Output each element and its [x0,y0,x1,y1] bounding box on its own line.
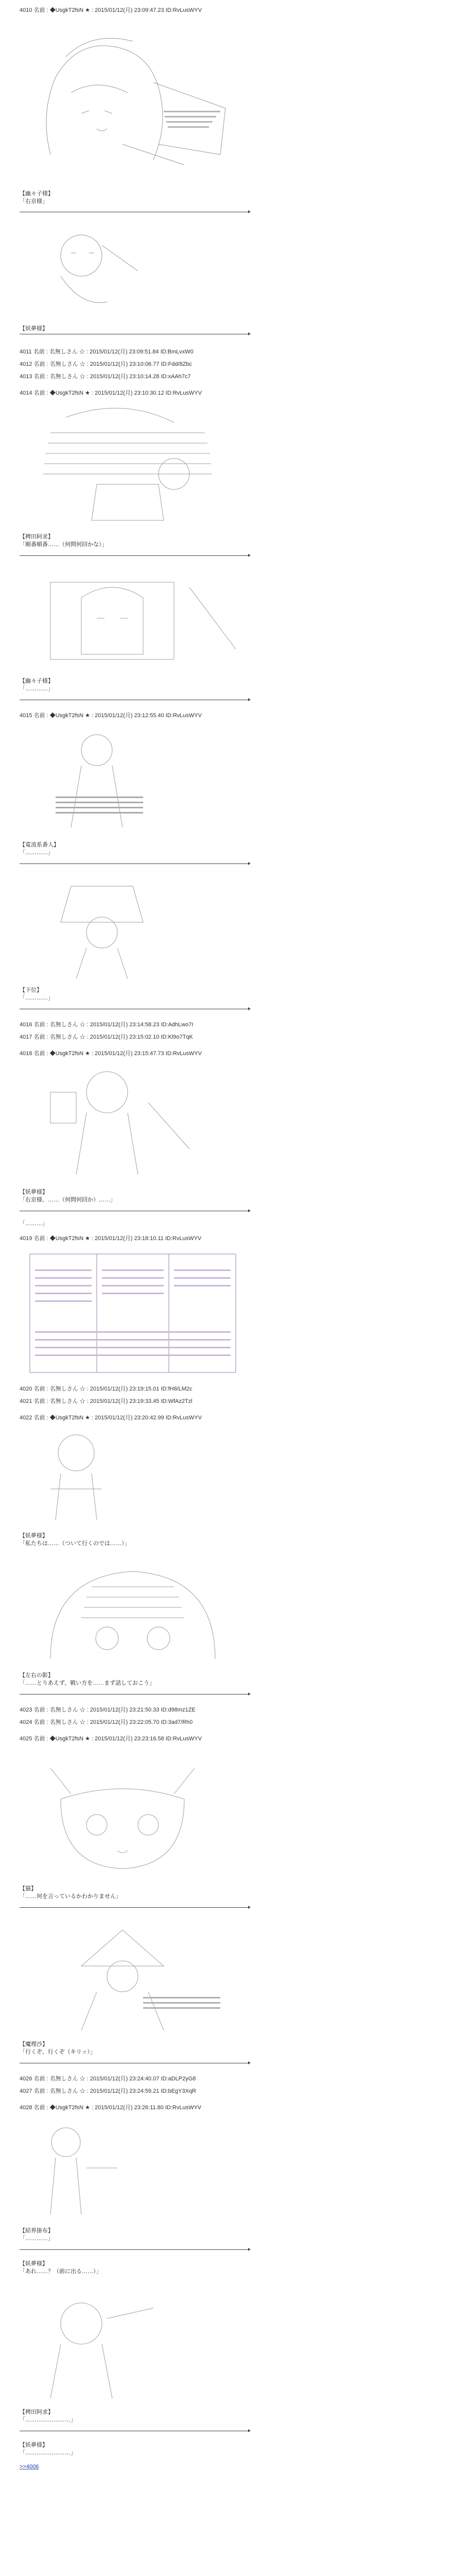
divider [20,2249,249,2250]
speaker-label: 【妖夢様】 [20,2442,48,2448]
post-header: 4026 名前 : 名無しさん ☆ : 2015/01/12(月) 23:24:40.07 ID:aDLP2yG8 [20,2076,196,2082]
ascii-art-creature [20,1748,246,1876]
post-header: 4010 名前 : ◆UsgkT2fsN ★ : 2015/01/12(月) 23:09:47.23 ID:RvLusWYV [20,7,202,13]
post-header: 4012 名前 : 名無しさん ☆ : 2015/01/12(月) 23:10:06.77 ID:Fdd/8Zbc [20,361,192,367]
divider [20,555,249,556]
dialogue-line: 「順番順番……（何問何回かな）」 [20,541,108,548]
speaker-label: 【妖夢様】 [20,2261,48,2267]
ascii-art-character [20,567,246,670]
dialogue-line: 「……………………」 [20,2417,76,2423]
post-header: 4019 名前 : ◆UsgkT2fsN ★ : 2015/01/12(月) 23:18:10.11 ID:RvLusWYV [20,1235,202,1242]
ascii-art-scene [20,402,246,526]
post-header: 4025 名前 : ◆UsgkT2fsN ★ : 2015/01/12(月) 23:23:16.58 ID:RvLusWYV [20,1736,202,1742]
post-header: 4024 名前 : 名無しさん ☆ : 2015/01/12(月) 23:22:05.70 ID:3ad7/Rh0 [20,1719,193,1725]
dialogue-line: 「行くぞ、行くぞ（キリッ）」 [20,2049,96,2055]
dialogue-line: 「………」 [20,1221,48,1227]
ascii-art-character [20,1061,246,1180]
dialogue-line: 「…………」 [20,686,54,692]
dialogue-line: 「…………」 [20,850,54,856]
post-header: 4014 名前 : ◆UsgkT2fsN ★ : 2015/01/12(月) 23:10:30.12 ID:RvLusWYV [20,390,202,396]
ascii-art-character [20,876,246,979]
speaker-label: 【魔理沙】 [20,2041,48,2047]
post-header: 4016 名前 : 名無しさん ☆ : 2015/01/12(月) 23:14:58.23 ID:AdhLwo7I [20,1022,194,1028]
speaker-label: 【稗田阿求】 [20,534,54,540]
dialogue-line: 「…………」 [20,2235,54,2242]
reply-link[interactable]: >>4006 [20,2464,39,2470]
dialogue-line: 「……何を言っているかわかりません」 [20,1893,121,1900]
ascii-art-character [20,225,246,317]
dialogue-line: 「……とりあえず、戦い方を……まず話しておこう」 [20,1680,155,1686]
ascii-art-character [20,2287,246,2401]
post-header: 4018 名前 : ◆UsgkT2fsN ★ : 2015/01/12(月) 23:15:47.73 ID:RvLusWYV [20,1050,202,1057]
dialogue-line: 「右京様、……（何問何回か）……」 [20,1197,116,1203]
ascii-art-character [20,724,246,833]
speaker-label: 【猫】 [20,1886,37,1892]
speaker-label: 【妖夢様】 [20,1533,48,1539]
divider [20,1907,249,1908]
ascii-art-character [20,1920,246,2033]
dialogue-line: 「右京様」 [20,198,48,205]
dialogue-line: 「……………………」 [20,2450,76,2456]
post-header: 4023 名前 : 名無しさん ☆ : 2015/01/12(月) 23:21:50.33 ID:d98mz1ZE [20,1707,196,1713]
post-header: 4021 名前 : 名無しさん ☆ : 2015/01/12(月) 23:19:33.45 ID:WfAz2Tzl [20,1398,192,1404]
post-header: 4013 名前 : 名無しさん ☆ : 2015/01/12(月) 23:10:14.28 ID:xAAh7c7 [20,374,191,380]
post-header: 4028 名前 : ◆UsgkT2fsN ★ : 2015/01/12(月) 23:26:11.80 ID:RvLusWYV [20,2105,202,2111]
speaker-label: 【幽々子様】 [20,678,54,684]
speaker-label: 【稗田阿求】 [20,2409,54,2415]
post-header: 4020 名前 : 名無しさん ☆ : 2015/01/12(月) 23:19:15.01 ID:fH8/LM2c [20,1386,192,1392]
post-header: 4022 名前 : ◆UsgkT2fsN ★ : 2015/01/12(月) 23:20:42.99 ID:RvLusWYV [20,1415,202,1421]
dialogue-line: 「…………」 [20,995,54,1001]
ascii-art-panel [20,1249,246,1378]
post-header: 4015 名前 : ◆UsgkT2fsN ★ : 2015/01/12(月) 23:12:55.40 ID:RvLusWYV [20,713,202,719]
speaker-label: 【結界掛布】 [20,2228,54,2234]
ascii-art-scene [20,1556,246,1664]
ascii-art-character [20,21,246,175]
ascii-art-character [20,1427,246,1525]
speaker-label: 【妖夢様】 [20,1189,48,1195]
post-header: 4017 名前 : 名無しさん ☆ : 2015/01/12(月) 23:15:02.10 ID:Kl9o7TqK [20,1034,193,1040]
speaker-label: 【電流系番人】 [20,842,59,848]
post-header: 4027 名前 : 名無しさん ☆ : 2015/01/12(月) 23:24:59.21 ID:bEgY3XqR [20,2088,197,2094]
speaker-label: 【幽々子様】 [20,191,54,197]
dialogue-line: 「私たちは……（ついて行くのでは……）」 [20,1540,130,1547]
dialogue-line: 「あれ……？（前に出る……）」 [20,2268,102,2275]
divider [20,863,249,864]
speaker-label: 【左右の影】 [20,1672,54,1679]
speaker-label: 【下位】 [20,987,42,993]
speaker-label: 【妖夢様】 [20,326,48,332]
ascii-art-character [20,2116,246,2219]
post-header: 4011 名前 : 名無しさん ☆ : 2015/01/12(月) 23:09:51.84 ID:BmLvxW0 [20,349,194,355]
